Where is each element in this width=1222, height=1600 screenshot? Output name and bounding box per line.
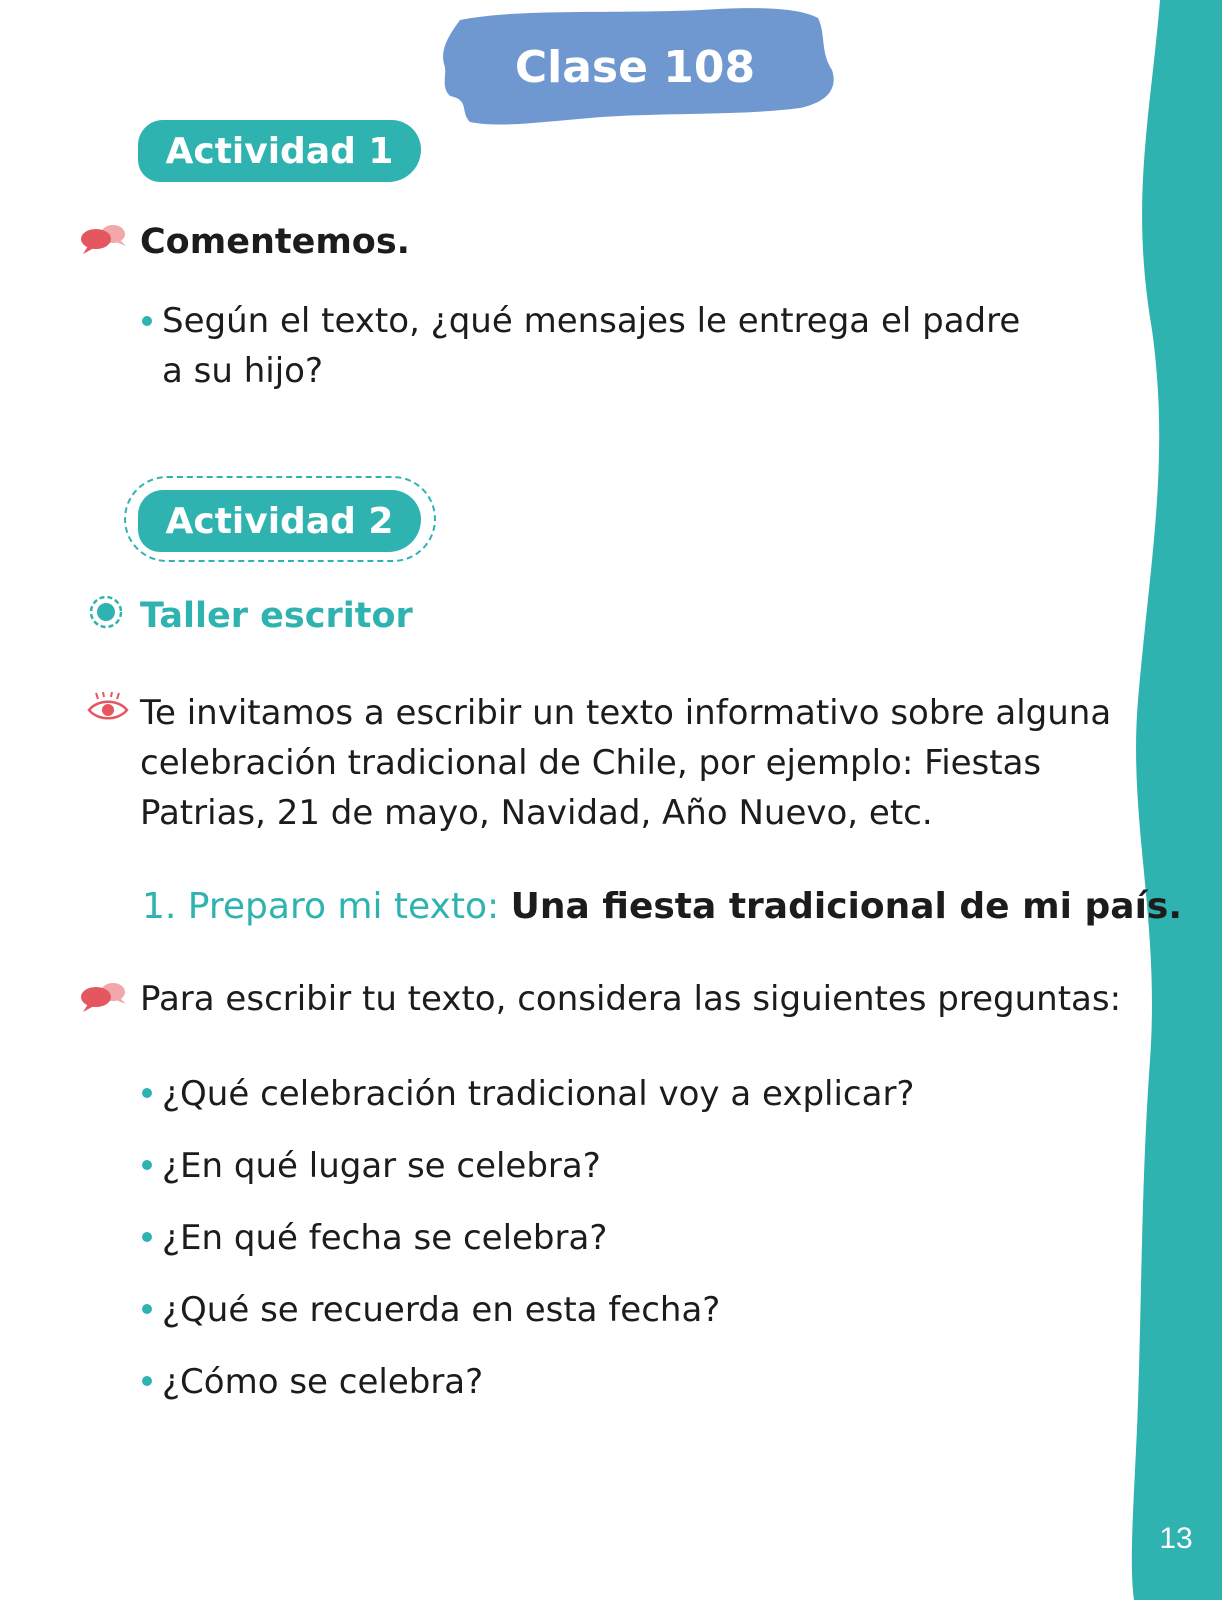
guiding-question: ¿Cómo se celebra? bbox=[162, 1362, 484, 1402]
bullet bbox=[142, 1232, 152, 1242]
guiding-question: ¿En qué fecha se celebra? bbox=[162, 1218, 608, 1258]
step-label: 1. Preparo mi texto: bbox=[142, 886, 500, 927]
intro-line: Patrias, 21 de mayo, Navidad, Año Nuevo, etc. bbox=[140, 793, 933, 833]
activity-1-question bbox=[162, 296, 1020, 396]
page-number: 13 bbox=[1159, 1522, 1193, 1555]
bullet bbox=[142, 1160, 152, 1170]
activity-2-label: Actividad 2 bbox=[138, 490, 421, 552]
speech-bubbles-icon bbox=[80, 222, 128, 258]
bullet bbox=[142, 316, 152, 326]
intro-line: Te invitamos a escribir un texto informativo sobre alguna bbox=[140, 693, 1112, 733]
activity-1-label: Actividad 1 bbox=[138, 120, 421, 182]
step-title: Una fiesta tradicional de mi país. bbox=[510, 886, 1183, 927]
intro-line: celebración tradicional de Chile, por ejemplo: Fiestas bbox=[140, 743, 1042, 783]
bullet bbox=[142, 1304, 152, 1314]
bullet bbox=[142, 1088, 152, 1098]
guiding-question: ¿Qué celebración tradicional voy a explicar? bbox=[162, 1074, 915, 1114]
questions-prompt: Para escribir tu texto, considera las siguientes preguntas: bbox=[140, 979, 1122, 1019]
step-1 bbox=[142, 886, 1182, 927]
bullet bbox=[142, 1376, 152, 1386]
question-line: a su hijo? bbox=[162, 351, 324, 391]
activity-2-intro bbox=[140, 688, 1111, 838]
guiding-question: ¿En qué lugar se celebra? bbox=[162, 1146, 601, 1186]
activity-1-heading: Comentemos. bbox=[140, 222, 410, 262]
speech-bubbles-icon bbox=[80, 980, 128, 1016]
target-dot-icon bbox=[88, 594, 124, 630]
eye-icon bbox=[86, 692, 130, 722]
class-title: Clase 108 bbox=[514, 42, 756, 93]
guiding-question: ¿Qué se recuerda en esta fecha? bbox=[162, 1290, 721, 1330]
question-line: Según el texto, ¿qué mensajes le entrega el padre bbox=[162, 301, 1021, 341]
section-title: Taller escritor bbox=[140, 596, 413, 636]
